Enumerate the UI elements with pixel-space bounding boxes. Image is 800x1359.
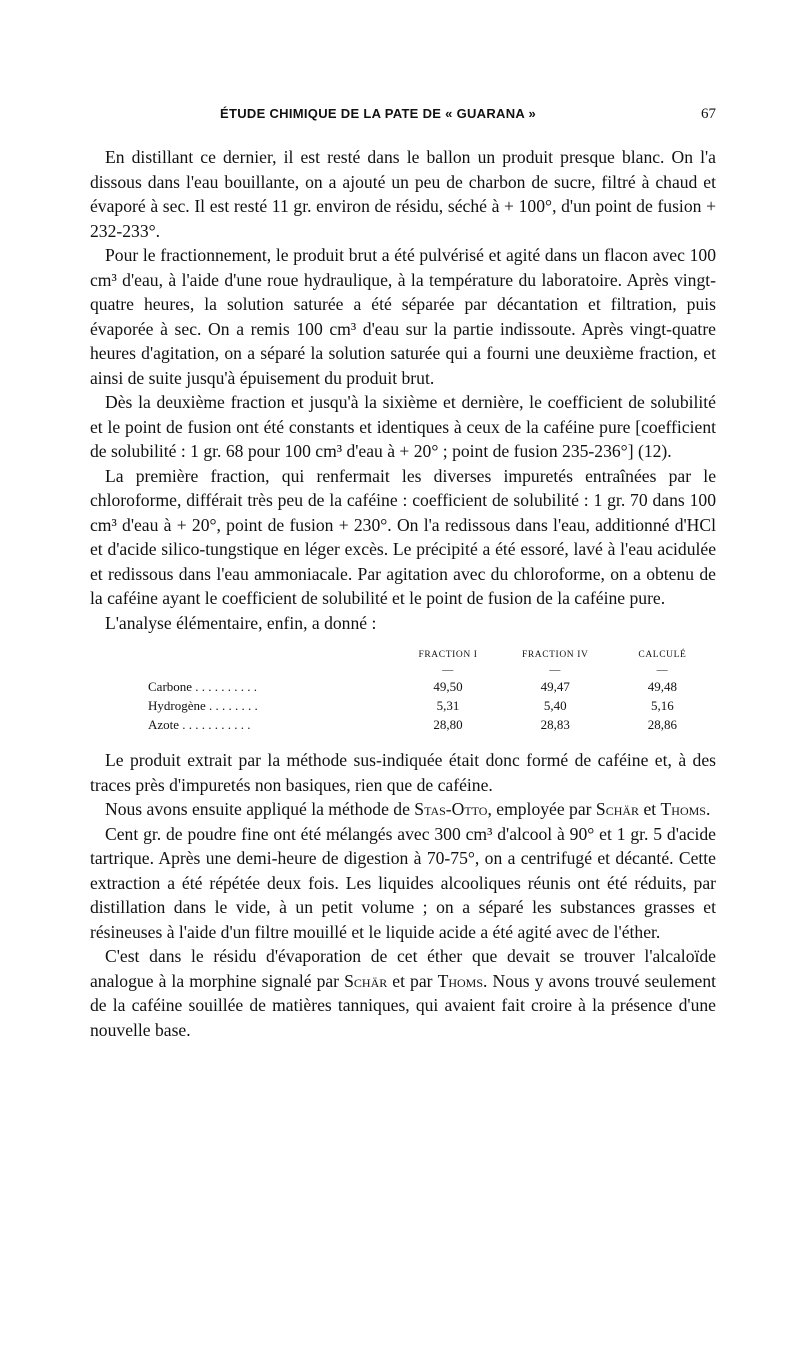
cell-calcule: 5,16: [651, 697, 674, 713]
cell-fraction-4: 5,40: [543, 697, 567, 713]
table-header-empty: [90, 647, 394, 663]
paragraph-7: [90, 797, 716, 822]
paragraph-9: [90, 944, 716, 1042]
dash-empty: [90, 663, 394, 677]
row-label-azote: Azote . . . . . . . . . . .: [148, 716, 251, 732]
table-row: [90, 715, 716, 734]
author-thoms: Thoms: [660, 799, 706, 819]
table-dash-row: [90, 663, 716, 677]
elemental-analysis-table: [90, 647, 716, 734]
dash-fraction-4: —: [549, 664, 561, 676]
cell-fraction-1: 5,31: [436, 697, 460, 713]
running-title: ÉTUDE CHIMIQUE DE LA PATE DE « GUARANA »: [220, 106, 537, 121]
p9-text-mid: et par: [387, 970, 438, 991]
paragraph-4: La première fraction, qui renfermait les diverses impuretés entraînées par le chloroforme, différait très peu de la caféine : coefficient de solubilité : 1 gr. 70 dans 100 cm³ d'eau à + 20°, point de fusion + 230°. On l'a redissous dans l'eau, additionné d'HCl et d'acide silico-tungstique en léger excès. Le précipité a été essoré, lavé à l'eau acidulée et redissous dans l'eau ammoniacale. Par agitation avec du chloroforme, on a obtenu de la caféine ayant le coefficient de solubilité et le point de fusion de la caféine pure.: [90, 465, 716, 608]
cell-fraction-4: 49,47: [540, 678, 570, 694]
page-body: [90, 145, 716, 1042]
paragraph-1: En distillant ce dernier, il est resté dans le ballon un produit presque blanc. On l'a dissous dans l'eau bouillante, on a ajouté un peu de charbon de sucre, filtré à chaud et évaporé à sec. Il est resté 11 gr. environ de résidu, séché à + 100°, d'un point de fusion + 232-233°.: [90, 147, 716, 241]
author-stas-otto: Stas-Otto: [414, 799, 488, 819]
page-header: [90, 106, 716, 130]
cell-fraction-1: 49,50: [433, 678, 463, 694]
paragraph-2: Pour le fractionnement, le produit brut a été pulvérisé et agité dans un flacon avec 100 cm³ d'eau, à l'aide d'une roue hydraulique, à la température du laboratoire. Après vingt-quatre heures, la solution saturée a été séparée par décantation et filtration, puis évaporée à sec. On a remis 100 cm³ d'eau sur la partie indissoute. Après vingt-quatre heures d'agitation, on a séparé la solution saturée qui a fourni une deuxième fraction, et ainsi de suite jusqu'à épuisement du produit brut.: [90, 245, 716, 388]
table-header-row: [90, 647, 716, 663]
cell-calcule: 49,48: [647, 678, 678, 694]
p9-text-end: . Nous y avons trouvé seulement de la caféine souillée de matières tanniques, qui avaient fait croire à la présence d'une nouvelle base.: [90, 970, 717, 1040]
table-row: [90, 696, 716, 715]
header-fraction-1: FRACTION I: [418, 650, 478, 660]
row-label-carbone: Carbone . . . . . . . . . .: [148, 678, 258, 694]
paragraph-5: L'analyse élémentaire, enfin, a donné :: [105, 612, 377, 633]
p7-text-start: Nous avons ensuite appliqué la méthode de: [105, 799, 415, 819]
row-label-hydrogene: Hydrogène . . . . . . . .: [148, 697, 258, 713]
dash-fraction-1: —: [442, 664, 454, 676]
paragraph-8: Cent gr. de poudre fine ont été mélangés avec 300 cm³ d'alcool à 90° et 1 gr. 5 d'acide tartrique. Après une demi-heure de digestion à 70-75°, on a centrifugé et décanté. Cette extraction a été répétée deux fois. Les liquides alcooliques réunis ont été réduits, par distillation dans le vide, à un petit volume ; on a séparé les substances grasses et résineuses à l'aide d'un filtre mouillé et le liquide acide a été agité avec de l'éther.: [90, 823, 716, 942]
paragraph-6: Le produit extrait par la méthode sus-indiquée était donc formé de caféine et, à des traces près d'impuretés non basiques, rien que de caféine.: [90, 750, 716, 795]
header-calcule: CALCULÉ: [638, 650, 687, 660]
table-row: [90, 677, 716, 696]
author-schar: Schär: [595, 799, 640, 819]
paragraph-3: Dès la deuxième fraction et jusqu'à la sixième et dernière, le coefficient de solubilité et le point de fusion ont été constants et identiques à ceux de la caféine pure [coefficient de solubilité : 1 gr. 68 pour 100 cm³ d'eau à + 20° ; point de fusion 235-236°] (12).: [90, 392, 716, 461]
p7-text-end: .: [705, 799, 711, 819]
cell-fraction-4: 28,83: [540, 716, 570, 732]
cell-calcule: 28,86: [647, 716, 678, 732]
header-fraction-4: FRACTION IV: [521, 650, 589, 660]
author-schar: Schär: [344, 970, 388, 991]
page-number: 67: [701, 106, 716, 122]
p7-text-mid: , employée par: [487, 799, 596, 819]
p7-text-and: et: [639, 799, 661, 819]
dash-calcule: —: [656, 664, 669, 676]
p9-text-start: C'est dans le résidu d'évaporation de cet éther que devait se trouver l'alcaloïde analogue à la morphine signalé par: [90, 946, 716, 991]
author-thoms: Thoms: [437, 970, 484, 991]
cell-fraction-1: 28,80: [433, 716, 463, 732]
